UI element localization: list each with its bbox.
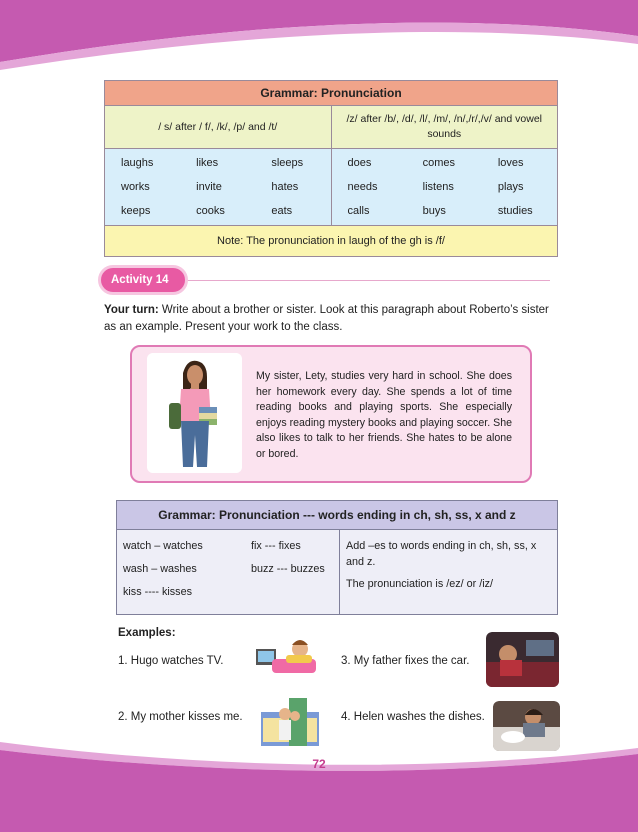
- word-pair: [245, 581, 339, 604]
- word-cell: sleeps: [271, 157, 304, 169]
- word-cell: invite: [196, 181, 222, 193]
- word-pair: buzz --- buzzes: [251, 563, 325, 575]
- word-pair: watch – watches: [123, 540, 203, 552]
- pronunciation-note: Note: The pronunciation in laugh of the gh is /f/: [105, 226, 557, 256]
- word-cell: likes: [196, 157, 219, 169]
- word-cell: eats: [271, 205, 293, 217]
- word-cell: plays: [497, 181, 524, 193]
- es-rule: Add –es to words ending in ch, sh, ss, x and z.: [346, 540, 537, 568]
- example-paragraph: My sister, Lety, studies very hard in school. She does her homework every day. She spends a lot of time reading books and playing sports. She especially enjoys reading mystery books and playing soccer. She also likes to talk to her friends. She hates to be alone or bored.: [256, 370, 512, 460]
- pronunciation-table-subheaders: [105, 106, 557, 149]
- word-cell: listens: [422, 181, 454, 193]
- example-sentence: 3. My father fixes the car.: [341, 655, 470, 667]
- word-cell: laughs: [121, 157, 154, 169]
- father-fixing-car-image: [486, 632, 559, 687]
- example-sentence: 4. Helen washes the dishes.: [341, 711, 485, 723]
- word-cell: works: [121, 181, 150, 193]
- word-cell: cooks: [196, 205, 225, 217]
- z-sound-header: /z/ after /b/, /d/, /l/, /m/, /n/,/r/,/v/ and vowel sounds: [346, 113, 542, 140]
- examples-title: Examples:: [118, 627, 176, 639]
- word-pair: fix --- fixes: [251, 540, 301, 552]
- es-ending-table: [116, 500, 558, 615]
- your-turn-label: Your turn:: [104, 304, 159, 316]
- page-number: 72: [312, 757, 326, 771]
- es-ending-table-body: [117, 530, 557, 614]
- bottom-decorative-band: [0, 740, 638, 832]
- instructions-text: Write about a brother or sister. Look at this paragraph about Roberto’s sister as an example. Present your work to the class.: [104, 304, 549, 333]
- activity-divider: [180, 280, 550, 281]
- z-sound-word-list: [332, 149, 558, 225]
- boy-watching-tv-image: [250, 619, 322, 683]
- word-cell: loves: [497, 157, 524, 169]
- example-sentence: 1. Hugo watches TV.: [118, 655, 224, 667]
- es-pronunciation: The pronunciation is /ez/ or /iz/: [346, 578, 494, 590]
- word-cell: needs: [347, 181, 378, 193]
- example-sentence: 2. My mother kisses me.: [118, 711, 243, 723]
- word-cell: keeps: [121, 205, 151, 217]
- word-pair: kiss ---- kisses: [123, 586, 192, 598]
- girl-with-books-image: [147, 353, 242, 473]
- word-cell: calls: [347, 205, 370, 217]
- word-pair-list: [117, 530, 340, 614]
- s-sound-word-list: [105, 149, 332, 225]
- es-rule-text: [340, 530, 557, 614]
- word-cell: hates: [271, 181, 299, 193]
- s-sound-header: / s/ after / f/, /k/, /p/ and /t/: [105, 106, 332, 148]
- word-pair: wash – washes: [123, 563, 197, 575]
- word-cell: buys: [422, 205, 446, 217]
- top-decorative-band: [0, 0, 638, 70]
- word-cell: comes: [422, 157, 456, 169]
- activity-instructions: [104, 302, 560, 336]
- pronunciation-table: [104, 80, 558, 257]
- pronunciation-table-title: Grammar: Pronunciation: [105, 81, 557, 106]
- word-cell: studies: [497, 205, 533, 217]
- es-ending-table-title: Grammar: Pronunciation --- words ending in ch, sh, ss, x and z: [117, 501, 557, 530]
- pronunciation-table-words: [105, 149, 557, 226]
- activity-label: Activity 14: [98, 265, 188, 295]
- word-cell: does: [347, 157, 372, 169]
